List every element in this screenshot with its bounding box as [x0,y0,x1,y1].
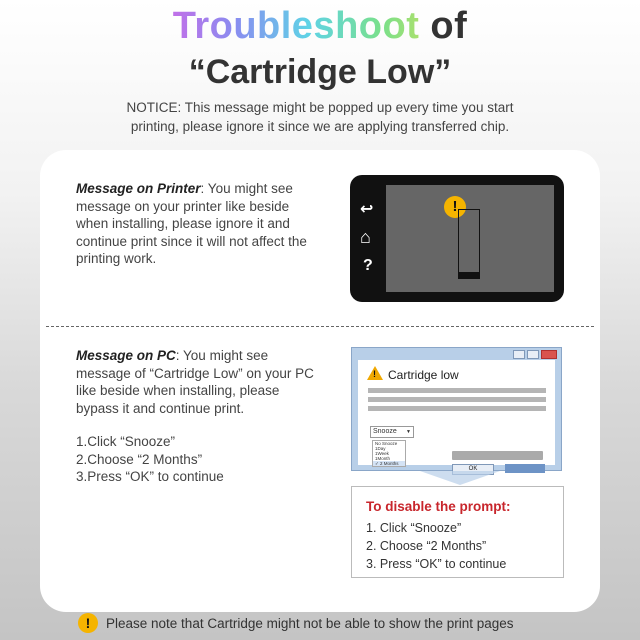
pc-steps [76,433,224,486]
printer-screen [386,185,554,292]
dialog-body [358,360,555,472]
notice-line-1: NOTICE: This message might be popped up every time you start [126,100,514,115]
disable-prompt-title: To disable the prompt: [366,499,511,514]
page-subtitle: “Cartridge Low” [188,53,452,91]
chevron-down-icon: ▼ [406,429,411,435]
dialog-text-bar [368,397,546,402]
snooze-option[interactable]: 1Week [375,451,389,456]
printer-line-1-text: : You might see [200,181,293,196]
notice-text [90,98,550,136]
notice-line-2: printing, please ignore it since we are applying transferred chip. [130,119,510,134]
cartridge-level-fill [459,272,479,278]
pc-line-4: bypass it and continue print. [76,400,245,416]
pc-line-3: like beside when installing, please [76,383,280,398]
pc-heading: Message on PC [76,348,176,363]
printer-line-5: printing work. [76,251,157,266]
dialog-warning-icon [367,366,383,380]
pc-line-1-text: : You might see [175,348,269,363]
dialog-warning-glyph: ! [373,369,376,379]
pc-step-1: 1.Click “Snooze” [76,434,176,449]
disable-step-3: 3. Press “OK” to continue [366,557,507,571]
title-gradient-text: Troubleshoot [172,5,420,47]
snooze-dropdown[interactable] [370,426,414,438]
dialog-input-bar [452,451,543,460]
printer-line-4: continue print since it will not affect the [76,233,307,249]
dialog-text-bar [368,388,546,393]
printer-line-2: message on your printer like beside [76,198,290,214]
printer-line-3: when installing, please ignore it and [76,216,290,231]
snooze-option[interactable]: 1Day [375,446,386,451]
snooze-options-list [372,440,406,467]
home-icon: ⌂ [360,227,371,247]
help-icon: ? [363,257,373,274]
pc-line-2: message of “Cartridge Low” on your PC [76,365,314,381]
pc-line-1 [76,347,338,365]
pc-message-text [76,347,338,417]
pc-step-3: 3.Press “OK” to continue [76,469,224,484]
maximize-button[interactable] [527,350,539,359]
section-divider [46,326,594,327]
warning-icon: ! [444,196,466,218]
dialog-secondary-button[interactable] [505,464,545,473]
title-of-text: of [430,5,468,47]
close-button[interactable] [541,350,557,359]
page-title [0,6,640,46]
note-warning-icon: ! [78,613,98,633]
back-arrow-icon: ↩ [360,201,374,218]
callout-pointer [420,471,500,485]
window-controls [513,350,557,359]
bottom-note: Please note that Cartridge might not be able to show the print pages [106,616,514,631]
snooze-value: Snooze [373,428,397,435]
pc-step-2: 2.Choose “2 Months” [76,451,203,467]
snooze-option[interactable]: No Snooze [375,441,398,446]
minimize-button[interactable] [513,350,525,359]
dialog-text-bar [368,406,546,411]
disable-step-1: 1. Click “Snooze” [366,521,462,535]
printer-display [350,175,564,302]
printer-heading: Message on Printer [76,181,201,196]
snooze-option[interactable]: 1Month [375,456,391,461]
printer-line-1 [76,180,336,198]
cartridge-low-dialog [351,347,562,471]
cartridge-level-indicator [458,209,480,279]
snooze-option-selected[interactable]: ✓ 2 Months [373,461,405,466]
dialog-title: Cartridge low [388,368,459,382]
disable-step-2: 2. Choose “2 Months” [366,539,487,553]
ok-button[interactable]: OK [452,464,494,475]
disable-prompt-box [351,486,564,578]
printer-message-text [76,180,336,268]
